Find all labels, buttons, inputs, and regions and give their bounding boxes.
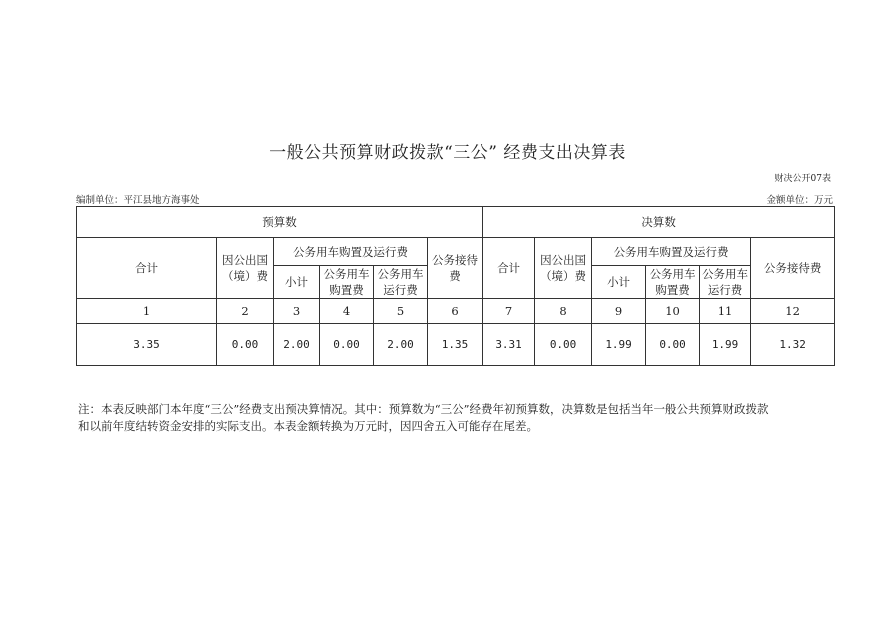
final-reception-value: 1.32 [751, 324, 835, 366]
final-vehicle-operation-value: 1.99 [700, 324, 751, 366]
final-total-value: 3.31 [483, 324, 535, 366]
budget-abroad-value: 0.00 [217, 324, 274, 366]
col-number: 9 [592, 299, 646, 324]
amount-unit: 金额单位：万元 [766, 195, 833, 206]
compiling-unit: 编制单位：平江县地方海事处 [76, 195, 200, 206]
final-abroad-value: 0.00 [535, 324, 592, 366]
col-number: 7 [483, 299, 535, 324]
three-public-expense-table [76, 206, 835, 366]
final-group-header: 决算数 [483, 207, 835, 238]
budget-purchase-header: 公务用车购置费 [320, 266, 374, 299]
col-number: 5 [374, 299, 428, 324]
budget-reception-value: 1.35 [428, 324, 483, 366]
final-vehicle-header: 公务用车购置及运行费 [592, 238, 751, 266]
budget-vehicle-purchase-value: 0.00 [320, 324, 374, 366]
final-reception-header: 公务接待费 [751, 238, 835, 299]
col-number: 11 [700, 299, 751, 324]
column-number-row [77, 299, 835, 324]
final-purchase-header: 公务用车购置费 [646, 266, 700, 299]
col-number: 2 [217, 299, 274, 324]
page-title: 一般公共预算财政拨款“三公” 经费支出决算表 [269, 143, 626, 163]
budget-total-header: 合计 [77, 238, 217, 299]
col-number: 12 [751, 299, 835, 324]
budget-vehicle-subtotal-value: 2.00 [274, 324, 320, 366]
form-code: 财决公开07表 [774, 174, 831, 184]
col-number: 10 [646, 299, 700, 324]
budget-operation-header: 公务用车运行费 [374, 266, 428, 299]
final-subtotal-header: 小计 [592, 266, 646, 299]
group-header-row [77, 207, 835, 238]
final-vehicle-subtotal-value: 1.99 [592, 324, 646, 366]
table-note: 注：本表反映部门本年度“三公”经费支出预决算情况。其中：预算数为“三公”经费年初预算数，决算数是包括当年一般公共预算财政拨款和以前年度结转资金安排的实际支出。本表金额转换为万元时，因四舍五入可能存在尾差。 [78, 402, 769, 433]
col-number: 6 [428, 299, 483, 324]
col-number: 1 [77, 299, 217, 324]
final-vehicle-purchase-value: 0.00 [646, 324, 700, 366]
budget-abroad-header: 因公出国（境）费 [217, 238, 274, 299]
final-abroad-header: 因公出国（境）费 [535, 238, 592, 299]
col-number: 3 [274, 299, 320, 324]
budget-vehicle-operation-value: 2.00 [374, 324, 428, 366]
col-number: 8 [535, 299, 592, 324]
budget-subtotal-header: 小计 [274, 266, 320, 299]
budget-reception-header: 公务接待费 [428, 238, 483, 299]
col-number: 4 [320, 299, 374, 324]
value-row [77, 324, 835, 366]
budget-group-header: 预算数 [77, 207, 483, 238]
final-total-header: 合计 [483, 238, 535, 299]
budget-vehicle-header: 公务用车购置及运行费 [274, 238, 428, 266]
budget-total-value: 3.35 [77, 324, 217, 366]
category-header-row [77, 238, 835, 266]
final-operation-header: 公务用车运行费 [700, 266, 751, 299]
